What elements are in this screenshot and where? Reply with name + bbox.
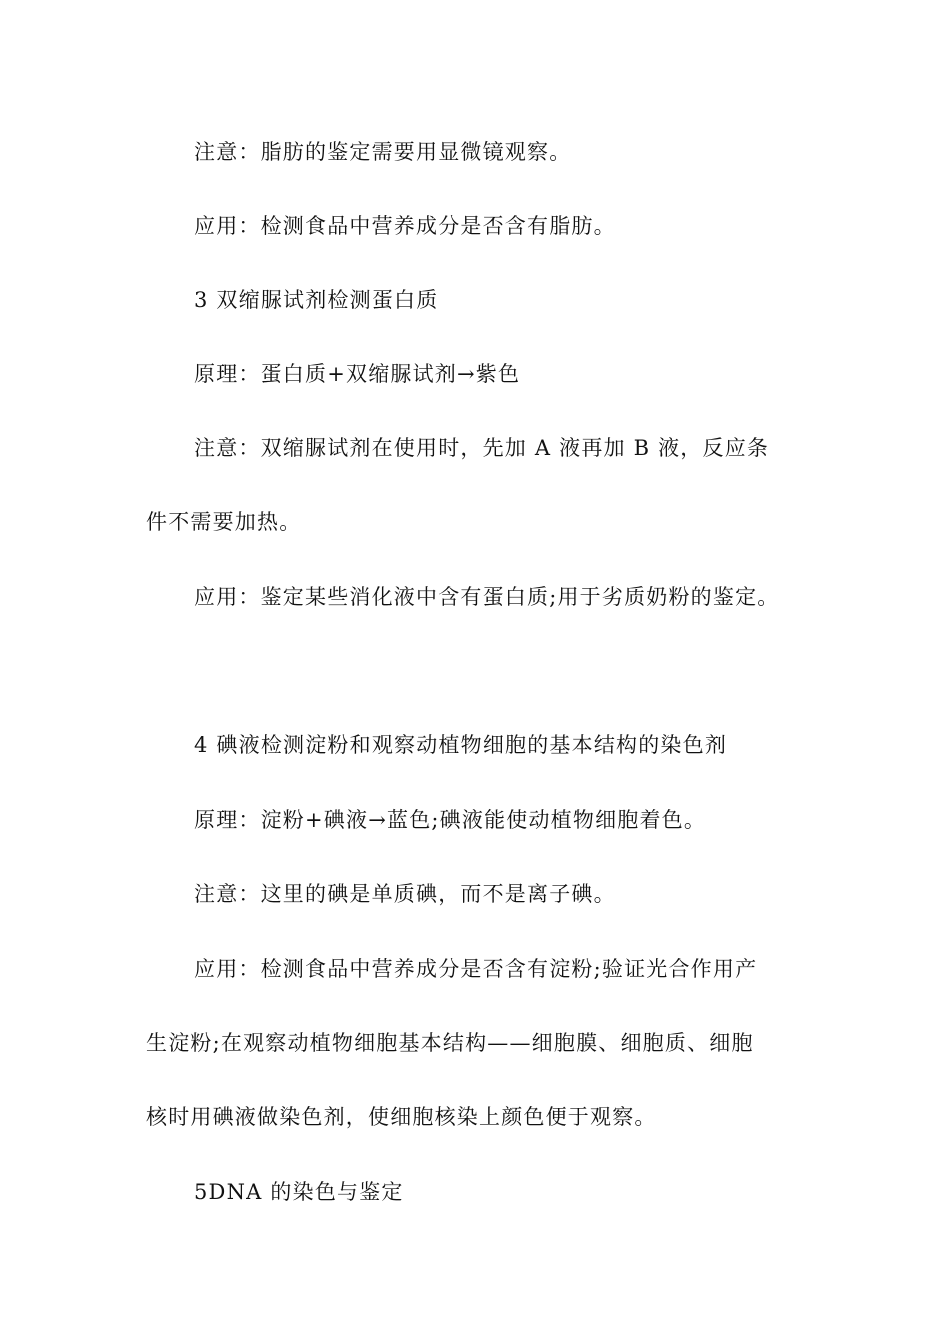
section-heading: 5DNA 的染色与鉴定 xyxy=(194,1180,404,1204)
section-heading: 3 双缩脲试剂检测蛋白质 xyxy=(194,288,439,312)
text-line: 注意：脂肪的鉴定需要用显微镜观察。 xyxy=(194,140,572,164)
text-line: 注意：这里的碘是单质碘，而不是离子碘。 xyxy=(194,882,616,906)
text-line: 注意：双缩脲试剂在使用时，先加 A 液再加 B 液，反应条 xyxy=(194,436,770,460)
text-line: 生淀粉;在观察动植物细胞基本结构——细胞膜、细胞质、细胞 xyxy=(146,1031,754,1055)
text-line: 原理：淀粉+碘液→蓝色;碘液能使动植物细胞着色。 xyxy=(194,808,707,832)
text-line: 原理：蛋白质+双缩脲试剂→紫色 xyxy=(194,362,521,386)
text-line: 应用：鉴定某些消化液中含有蛋白质;用于劣质奶粉的鉴定。 xyxy=(194,585,780,609)
text-line: 应用：检测食品中营养成分是否含有脂肪。 xyxy=(194,214,616,238)
text-line: 应用：检测食品中营养成分是否含有淀粉;验证光合作用产 xyxy=(194,957,758,981)
text-line: 核时用碘液做染色剂，使细胞核染上颜色便于观察。 xyxy=(146,1105,657,1129)
section-heading: 4 碘液检测淀粉和观察动植物细胞的基本结构的染色剂 xyxy=(194,733,728,757)
text-line: 件不需要加热。 xyxy=(146,510,302,534)
